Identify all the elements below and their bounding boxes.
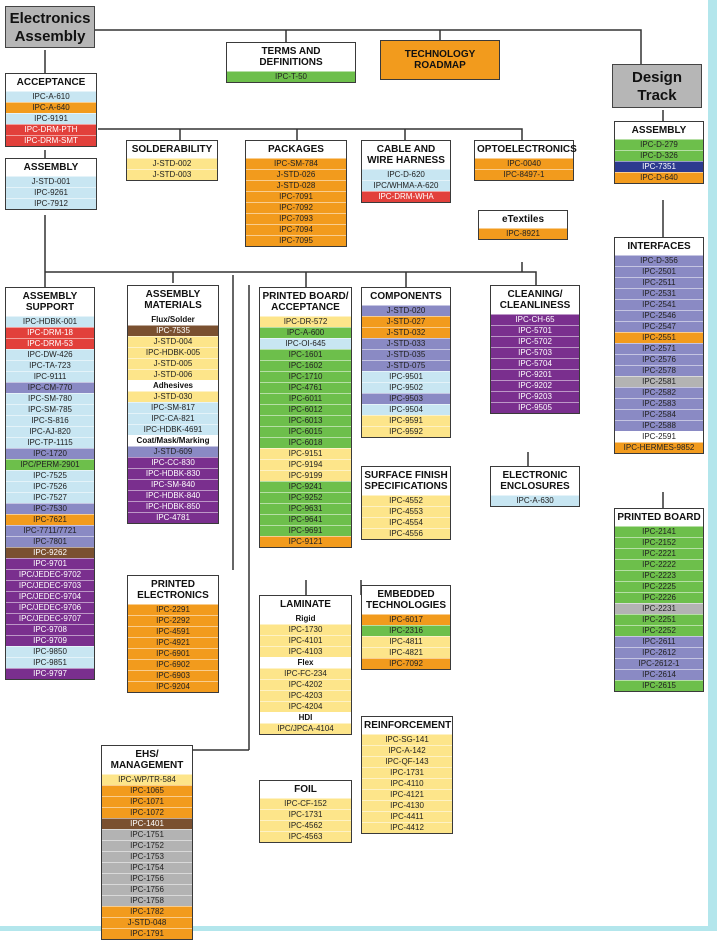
standard-ipc-9503: IPC-9503 — [362, 393, 450, 404]
design-track-assembly-box — [614, 121, 704, 184]
standard-ipc-1071: IPC-1071 — [102, 796, 192, 807]
standard-ipc-2511: IPC-2511 — [615, 277, 703, 288]
standard-ipc-7094: IPC-7094 — [246, 224, 346, 235]
subsection-label: Coat/Mask/Marking — [128, 435, 218, 446]
standard-ipc-hermes-9852: IPC-HERMES-9852 — [615, 442, 703, 453]
standard-ipc-9505: IPC-9505 — [491, 402, 579, 413]
standard-ipc-4556: IPC-4556 — [362, 528, 450, 539]
box-title: ELECTRONIC ENCLOSURES — [500, 470, 570, 492]
standard-ipc-7093: IPC-7093 — [246, 213, 346, 224]
standard-ipc-2578: IPC-2578 — [615, 365, 703, 376]
standard-ipc-s-816: IPC-S-816 — [6, 415, 94, 426]
box-title: EMBEDDED TECHNOLOGIES — [365, 589, 446, 611]
standard-ipc-4781: IPC-4781 — [128, 512, 218, 523]
standard-ipc-2251: IPC-2251 — [615, 614, 703, 625]
box-title: OPTOELECTRONICS — [477, 144, 577, 155]
laminate-box — [259, 595, 352, 735]
standard-ipc-2546: IPC-2546 — [615, 310, 703, 321]
standard-j-std-028: J-STD-028 — [246, 180, 346, 191]
standard-ipc-hdbk-001: IPC-HDBK-001 — [6, 316, 94, 327]
technology-roadmap-box — [380, 40, 500, 80]
acceptance-box — [5, 73, 97, 147]
subsection-label: HDI — [260, 712, 351, 723]
standard-j-std-027: J-STD-027 — [362, 316, 450, 327]
standard-ipc-4411: IPC-4411 — [362, 811, 452, 822]
standard-ipc-5702: IPC-5702 — [491, 336, 579, 347]
standard-ipc-4412: IPC-4412 — [362, 822, 452, 833]
box-title: PACKAGES — [268, 144, 324, 155]
standard-ipc-2612-1: IPC-2612-1 — [615, 658, 703, 669]
standard-ipc-sg-141: IPC-SG-141 — [362, 734, 452, 745]
standard-ipc-1072: IPC-1072 — [102, 807, 192, 818]
standard-ipc-7091: IPC-7091 — [246, 191, 346, 202]
etextiles-box — [478, 210, 568, 240]
standard-ipc-8497-1: IPC-8497-1 — [475, 169, 573, 180]
standard-ipc-9203: IPC-9203 — [491, 391, 579, 402]
standard-ipc-hdbk-830: IPC-HDBK-830 — [128, 468, 218, 479]
standard-ipc-6017: IPC-6017 — [362, 614, 450, 625]
standard-ipc-7527: IPC-7527 — [6, 492, 94, 503]
standard-ipc-5701: IPC-5701 — [491, 325, 579, 336]
standard-ipc-d-326: IPC-D-326 — [615, 150, 703, 161]
standard-j-std-006: J-STD-006 — [128, 369, 218, 380]
box-title: ASSEMBLY SUPPORT — [22, 291, 78, 313]
standard-j-std-030: J-STD-030 — [128, 391, 218, 402]
standard-j-std-005: J-STD-005 — [128, 358, 218, 369]
standard-ipc-1791: IPC-1791 — [102, 928, 192, 939]
standard-ipc-4562: IPC-4562 — [260, 820, 351, 831]
standard-ipc-2581: IPC-2581 — [615, 376, 703, 387]
standard-ipc-drm-pth: IPC-DRM-PTH — [6, 124, 96, 135]
standard-ipc-1782: IPC-1782 — [102, 906, 192, 917]
embedded-technologies-box — [361, 585, 451, 670]
standard-j-std-004: J-STD-004 — [128, 336, 218, 347]
standard-ipc-jedec-9707: IPC/JEDEC-9707 — [6, 613, 94, 624]
solderability-box — [126, 140, 218, 181]
standard-ipc-t-50: IPC-T-50 — [227, 71, 355, 82]
standard-ipc-2588: IPC-2588 — [615, 420, 703, 431]
box-title: LAMINATE — [280, 599, 331, 610]
standard-ipc-9701: IPC-9701 — [6, 558, 94, 569]
standard-ipc-drm-wha: IPC-DRM-WHA — [362, 191, 450, 202]
standard-ipc-1754: IPC-1754 — [102, 862, 192, 873]
assembly-materials-box — [127, 285, 219, 524]
standard-ipc-9121: IPC-9121 — [260, 536, 351, 547]
box-title: ACCEPTANCE — [16, 77, 86, 88]
standard-ipc-9504: IPC-9504 — [362, 404, 450, 415]
box-title: TERMS AND DEFINITIONS — [259, 46, 323, 68]
standard-ipc-2531: IPC-2531 — [615, 288, 703, 299]
standard-ipc-2582: IPC-2582 — [615, 387, 703, 398]
standard-ipc-2571: IPC-2571 — [615, 343, 703, 354]
box-title: TECHNOLOGY ROADMAP — [404, 49, 476, 71]
standard-ipc-jedec-9704: IPC/JEDEC-9704 — [6, 591, 94, 602]
box-title: PRINTED BOARD/ ACCEPTANCE — [262, 291, 349, 313]
standard-ipc-9851: IPC-9851 — [6, 657, 94, 668]
electronics-assembly-header: Electronics Assembly — [5, 6, 95, 48]
standard-ipc-1710: IPC-1710 — [260, 371, 351, 382]
standard-ipc-1756: IPC-1756 — [102, 873, 192, 884]
standard-ipc-9797: IPC-9797 — [6, 668, 94, 679]
standard-ipc-2584: IPC-2584 — [615, 409, 703, 420]
standard-ipc-7525: IPC-7525 — [6, 470, 94, 481]
standard-j-std-026: J-STD-026 — [246, 169, 346, 180]
box-title: ASSEMBLY MATERIALS — [144, 289, 202, 311]
standard-ipc-1731: IPC-1731 — [260, 809, 351, 820]
standard-ipc-9641: IPC-9641 — [260, 514, 351, 525]
standard-ipc-1730: IPC-1730 — [260, 624, 351, 635]
standard-ipc-cf-152: IPC-CF-152 — [260, 798, 351, 809]
standard-j-std-048: J-STD-048 — [102, 917, 192, 928]
standard-ipc-2225: IPC-2225 — [615, 581, 703, 592]
standard-ipc-6902: IPC-6902 — [128, 659, 218, 670]
standard-ipc-2226: IPC-2226 — [615, 592, 703, 603]
standard-ipc-9592: IPC-9592 — [362, 426, 450, 437]
standard-ipc-a-630: IPC-A-630 — [491, 495, 579, 506]
foil-box — [259, 780, 352, 843]
standard-ipc-6015: IPC-6015 — [260, 426, 351, 437]
standard-ipc-9261: IPC-9261 — [6, 187, 96, 198]
standard-ipc-2501: IPC-2501 — [615, 266, 703, 277]
standard-ipc-1065: IPC-1065 — [102, 785, 192, 796]
standard-ipc-2291: IPC-2291 — [128, 604, 218, 615]
standard-ipc-9199: IPC-9199 — [260, 470, 351, 481]
box-title: SURFACE FINISH SPECIFICATIONS — [364, 470, 448, 492]
box-title: PRINTED ELECTRONICS — [137, 579, 209, 601]
standard-ipc-ta-723: IPC-TA-723 — [6, 360, 94, 371]
electronic-enclosures-box — [490, 466, 580, 507]
printed-board-acceptance-box — [259, 287, 352, 548]
standard-ipc-2576: IPC-2576 — [615, 354, 703, 365]
standard-ipc-whma-a-620: IPC/WHMA-A-620 — [362, 180, 450, 191]
standard-ipc-9631: IPC-9631 — [260, 503, 351, 514]
standard-ipc-hdbk-005: IPC-HDBK-005 — [128, 347, 218, 358]
standard-ipc-4202: IPC-4202 — [260, 679, 351, 690]
standard-ipc-6018: IPC-6018 — [260, 437, 351, 448]
standard-ipc-d-620: IPC-D-620 — [362, 169, 450, 180]
standard-ipc-9501: IPC-9501 — [362, 371, 450, 382]
standard-ipc-9241: IPC-9241 — [260, 481, 351, 492]
standard-ipc-tp-1115: IPC-TP-1115 — [6, 437, 94, 448]
standard-ipc-d-279: IPC-D-279 — [615, 139, 703, 150]
box-title: ASSEMBLY — [23, 162, 79, 173]
standard-ipc-jedec-9703: IPC/JEDEC-9703 — [6, 580, 94, 591]
standard-ipc-9591: IPC-9591 — [362, 415, 450, 426]
standard-ipc-4204: IPC-4204 — [260, 701, 351, 712]
standard-ipc-6903: IPC-6903 — [128, 670, 218, 681]
standard-ipc-4921: IPC-4921 — [128, 637, 218, 648]
standard-ipc-9262: IPC-9262 — [6, 547, 94, 558]
standard-ipc-7526: IPC-7526 — [6, 481, 94, 492]
standard-ipc-qf-143: IPC-QF-143 — [362, 756, 452, 767]
assembly-box — [5, 158, 97, 210]
standard-ipc-4130: IPC-4130 — [362, 800, 452, 811]
standard-ipc-a-640: IPC-A-640 — [6, 102, 96, 113]
standard-ipc-1758: IPC-1758 — [102, 895, 192, 906]
standard-ipc-2152: IPC-2152 — [615, 537, 703, 548]
box-title: COMPONENTS — [370, 291, 442, 302]
standard-ipc-2611: IPC-2611 — [615, 636, 703, 647]
standard-ipc-oi-645: IPC-OI-645 — [260, 338, 351, 349]
standard-ipc-7095: IPC-7095 — [246, 235, 346, 246]
standard-ipc-1401: IPC-1401 — [102, 818, 192, 829]
standard-j-std-075: J-STD-075 — [362, 360, 450, 371]
standard-ipc-7711-7721: IPC-7711/7721 — [6, 525, 94, 536]
standard-ipc-2615: IPC-2615 — [615, 680, 703, 691]
standard-ipc-9691: IPC-9691 — [260, 525, 351, 536]
standard-ipc-dr-572: IPC-DR-572 — [260, 316, 351, 327]
standard-ipc-4203: IPC-4203 — [260, 690, 351, 701]
standard-ipc-1601: IPC-1601 — [260, 349, 351, 360]
standard-ipc-2141: IPC-2141 — [615, 526, 703, 537]
standard-ipc-9708: IPC-9708 — [6, 624, 94, 635]
cleaning-cleanliness-box — [490, 285, 580, 414]
standard-ipc-4101: IPC-4101 — [260, 635, 351, 646]
box-title: CLEANING/ CLEANLINESS — [499, 289, 571, 311]
standard-ipc-drm-18: IPC-DRM-18 — [6, 327, 94, 338]
standard-ipc-9252: IPC-9252 — [260, 492, 351, 503]
reinforcement-box — [361, 716, 453, 834]
standard-ipc-2223: IPC-2223 — [615, 570, 703, 581]
standard-ipc-1752: IPC-1752 — [102, 840, 192, 851]
box-title: REINFORCEMENT — [364, 720, 452, 731]
standard-ipc-2231: IPC-2231 — [615, 603, 703, 614]
standard-ipc-4121: IPC-4121 — [362, 789, 452, 800]
printed-electronics-box — [127, 575, 219, 693]
standard-ipc-jpca-4104: IPC/JPCA-4104 — [260, 723, 351, 734]
standard-ipc-9204: IPC-9204 — [128, 681, 218, 692]
standard-ipc-2551: IPC-2551 — [615, 332, 703, 343]
standard-ipc-9111: IPC-9111 — [6, 371, 94, 382]
box-title: ASSEMBLY — [631, 125, 687, 136]
standard-ipc-8921: IPC-8921 — [479, 228, 567, 239]
standard-ipc-2252: IPC-2252 — [615, 625, 703, 636]
standard-j-std-032: J-STD-032 — [362, 327, 450, 338]
standard-ipc-2591: IPC-2591 — [615, 431, 703, 442]
standard-ipc-a-600: IPC-A-600 — [260, 327, 351, 338]
standard-ipc-9202: IPC-9202 — [491, 380, 579, 391]
terms-and-definitions-box — [226, 42, 356, 83]
standard-ipc-sm-785: IPC-SM-785 — [6, 404, 94, 415]
subsection-label: Adhesives — [128, 380, 218, 391]
standard-ipc-6901: IPC-6901 — [128, 648, 218, 659]
standard-ipc-1731: IPC-1731 — [362, 767, 452, 778]
standard-ipc-a-142: IPC-A-142 — [362, 745, 452, 756]
standard-ipc-wp-tr-584: IPC-WP/TR-584 — [102, 774, 192, 785]
standard-ipc-9151: IPC-9151 — [260, 448, 351, 459]
standard-ipc-perm-2901: IPC/PERM-2901 — [6, 459, 94, 470]
subsection-label: Rigid — [260, 613, 351, 624]
box-title: INTERFACES — [627, 241, 691, 252]
standard-ipc-dw-426: IPC-DW-426 — [6, 349, 94, 360]
standard-ipc-cc-830: IPC-CC-830 — [128, 457, 218, 468]
standard-ipc-jedec-9706: IPC/JEDEC-9706 — [6, 602, 94, 613]
standard-ipc-4103: IPC-4103 — [260, 646, 351, 657]
standard-ipc-4761: IPC-4761 — [260, 382, 351, 393]
design-track-header: Design Track — [612, 64, 702, 108]
assembly-support-box — [5, 287, 95, 680]
standard-ipc-4811: IPC-4811 — [362, 636, 450, 647]
standard-ipc-aj-820: IPC-AJ-820 — [6, 426, 94, 437]
box-title: EHS/ MANAGEMENT — [110, 749, 184, 771]
standard-ipc-1756: IPC-1756 — [102, 884, 192, 895]
standard-ipc-7801: IPC-7801 — [6, 536, 94, 547]
standard-ipc-4591: IPC-4591 — [128, 626, 218, 637]
standard-ipc-2221: IPC-2221 — [615, 548, 703, 559]
standard-ipc-hdbk-840: IPC-HDBK-840 — [128, 490, 218, 501]
standard-ipc-9850: IPC-9850 — [6, 646, 94, 657]
standard-ipc-7092: IPC-7092 — [362, 658, 450, 669]
standard-ipc-2583: IPC-2583 — [615, 398, 703, 409]
standard-ipc-1753: IPC-1753 — [102, 851, 192, 862]
standard-ipc-6012: IPC-6012 — [260, 404, 351, 415]
cable-and-wire-harness-box — [361, 140, 451, 203]
interfaces-box — [614, 237, 704, 454]
standard-ipc-7092: IPC-7092 — [246, 202, 346, 213]
components-box — [361, 287, 451, 438]
standard-ipc-7530: IPC-7530 — [6, 503, 94, 514]
standard-ipc-7351: IPC-7351 — [615, 161, 703, 172]
standard-ipc-6011: IPC-6011 — [260, 393, 351, 404]
standard-ipc-9194: IPC-9194 — [260, 459, 351, 470]
standard-ipc-9709: IPC-9709 — [6, 635, 94, 646]
standard-ipc-9201: IPC-9201 — [491, 369, 579, 380]
subsection-label: Flex — [260, 657, 351, 668]
standard-ipc-4552: IPC-4552 — [362, 495, 450, 506]
standard-ipc-d-356: IPC-D-356 — [615, 255, 703, 266]
standard-ipc-2614: IPC-2614 — [615, 669, 703, 680]
standard-ipc-2541: IPC-2541 — [615, 299, 703, 310]
standard-ipc-sm-817: IPC-SM-817 — [128, 402, 218, 413]
standard-ipc-d-640: IPC-D-640 — [615, 172, 703, 183]
standard-ipc-2222: IPC-2222 — [615, 559, 703, 570]
packages-box — [245, 140, 347, 247]
standard-ipc-a-610: IPC-A-610 — [6, 91, 96, 102]
standard-ipc-hdbk-850: IPC-HDBK-850 — [128, 501, 218, 512]
standard-ipc-ch-65: IPC-CH-65 — [491, 314, 579, 325]
standard-ipc-sm-784: IPC-SM-784 — [246, 158, 346, 169]
surface-finish-box — [361, 466, 451, 540]
standard-j-std-035: J-STD-035 — [362, 349, 450, 360]
standard-ipc-2292: IPC-2292 — [128, 615, 218, 626]
standard-ipc-9191: IPC-9191 — [6, 113, 96, 124]
ehs-management-box — [101, 745, 193, 940]
standard-ipc-jedec-9702: IPC/JEDEC-9702 — [6, 569, 94, 580]
standard-ipc-cm-770: IPC-CM-770 — [6, 382, 94, 393]
standard-ipc-4554: IPC-4554 — [362, 517, 450, 528]
standard-ipc-2316: IPC-2316 — [362, 625, 450, 636]
standard-ipc-1751: IPC-1751 — [102, 829, 192, 840]
standard-ipc-1602: IPC-1602 — [260, 360, 351, 371]
box-title: FOIL — [294, 784, 317, 795]
standard-ipc-5704: IPC-5704 — [491, 358, 579, 369]
standard-ipc-9502: IPC-9502 — [362, 382, 450, 393]
standard-ipc-drm-53: IPC-DRM-53 — [6, 338, 94, 349]
standard-ipc-7535: IPC-7535 — [128, 325, 218, 336]
standard-ipc-4821: IPC-4821 — [362, 647, 450, 658]
standard-ipc-0040: IPC-0040 — [475, 158, 573, 169]
standard-ipc-ca-821: IPC-CA-821 — [128, 413, 218, 424]
box-title: eTextiles — [501, 214, 545, 225]
standard-ipc-fc-234: IPC-FC-234 — [260, 668, 351, 679]
standard-j-std-033: J-STD-033 — [362, 338, 450, 349]
standard-ipc-5703: IPC-5703 — [491, 347, 579, 358]
standard-j-std-002: J-STD-002 — [127, 158, 217, 169]
standard-ipc-hdbk-4691: IPC-HDBK-4691 — [128, 424, 218, 435]
standard-ipc-7912: IPC-7912 — [6, 198, 96, 209]
standard-ipc-6013: IPC-6013 — [260, 415, 351, 426]
standard-ipc-1720: IPC-1720 — [6, 448, 94, 459]
optoelectronics-box — [474, 140, 577, 181]
standard-j-std-003: J-STD-003 — [127, 169, 217, 180]
standard-ipc-sm-780: IPC-SM-780 — [6, 393, 94, 404]
design-track-printed-board-box — [614, 508, 704, 692]
standard-ipc-4110: IPC-4110 — [362, 778, 452, 789]
subsection-label: Flux/Solder — [128, 314, 218, 325]
standard-j-std-001: J-STD-001 — [6, 176, 96, 187]
standard-ipc-4563: IPC-4563 — [260, 831, 351, 842]
standard-ipc-7621: IPC-7621 — [6, 514, 94, 525]
standard-ipc-drm-smt: IPC-DRM-SMT — [6, 135, 96, 146]
standard-ipc-2612: IPC-2612 — [615, 647, 703, 658]
box-title: PRINTED BOARD — [617, 512, 701, 523]
box-title: SOLDERABILITY — [131, 144, 213, 155]
standard-j-std-020: J-STD-020 — [362, 305, 450, 316]
standard-ipc-4553: IPC-4553 — [362, 506, 450, 517]
standard-j-std-609: J-STD-609 — [128, 446, 218, 457]
standard-ipc-2547: IPC-2547 — [615, 321, 703, 332]
standard-ipc-sm-840: IPC-SM-840 — [128, 479, 218, 490]
box-title: CABLE AND WIRE HARNESS — [367, 144, 445, 166]
